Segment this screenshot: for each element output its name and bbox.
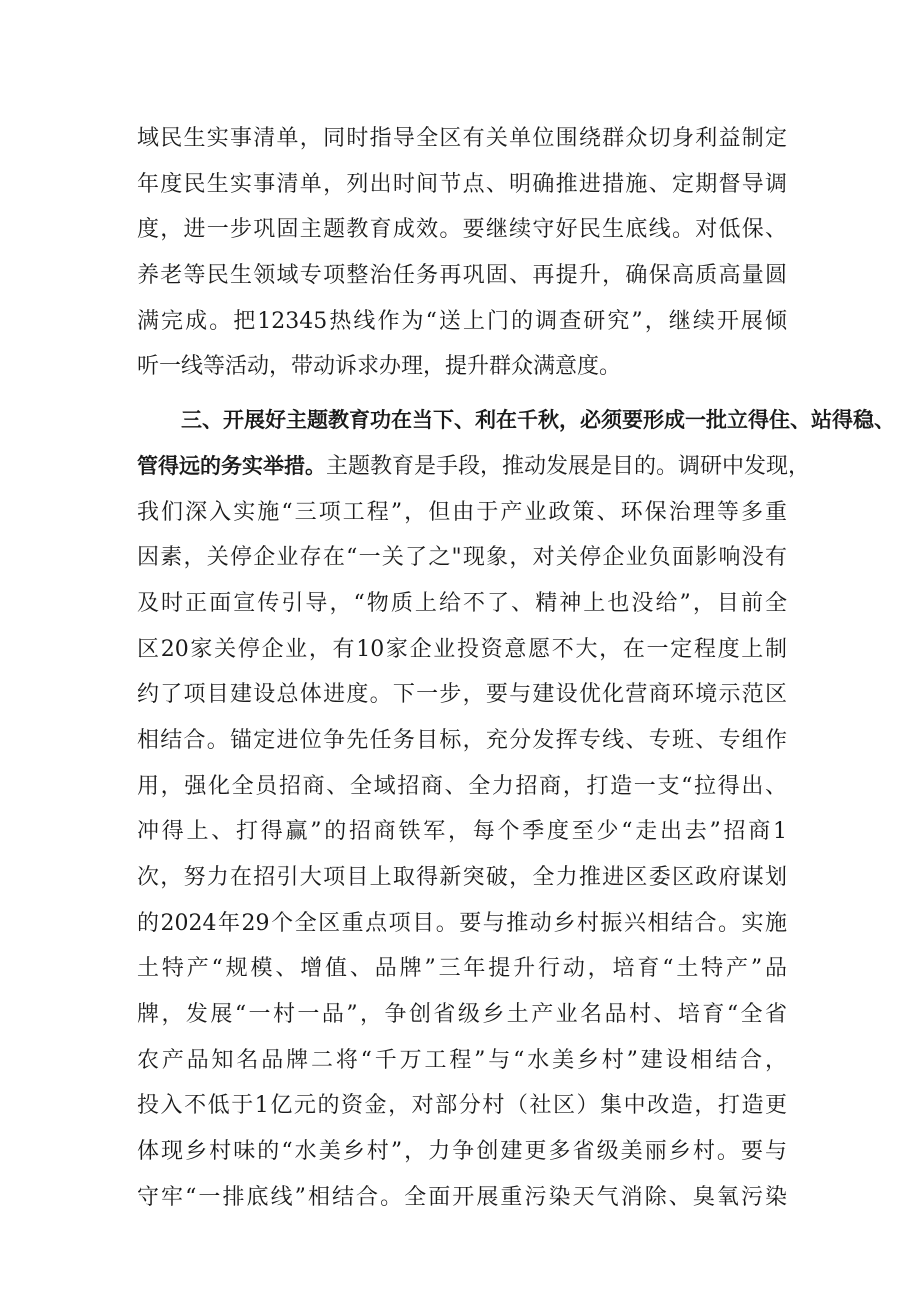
text-line: 因素，关停企业存在“一关了之"现象，对关停企业负面影响没有 [137, 545, 787, 571]
text-line: 年度民生实事清单，列出时间节点、明确推进措施、定期督导调 [137, 171, 787, 197]
text-line: 及时正面宣传引导，“物质上给不了、精神上也没给”，目前全 [137, 590, 787, 616]
text-line: 冲得上、打得赢”的招商铁军，每个季度至少“走出去”招商1 [137, 819, 787, 845]
text-line: 我们深入实施“三项工程”，但由于产业政策、环保治理等多重 [137, 499, 787, 525]
text-line: 听一线等活动，带动诉求办理，提升群众满意度。 [137, 354, 622, 380]
text-line: 体现乡村味的“水美乡村”，力争创建更多省级美丽乡村。要与 [137, 1139, 787, 1165]
text-line: 农产品知名品牌二将“千万工程”与“水美乡村”建设相结合， [137, 1047, 787, 1073]
text-line: 区20家关停企业，有10家企业投资意愿不大，在一定程度上制 [137, 636, 787, 662]
text-line: 域民生实事清单，同时指导全区有关单位围绕群众切身利益制定 [137, 126, 787, 151]
text-line: 度，进一步巩固主题教育成效。要继续守好民生底线。对低保、 [137, 217, 787, 243]
text-line: 牌，发展“一村一品”，争创省级乡土产业名品村、培育“全省 [137, 1002, 787, 1028]
text-line: 投入不低于1亿元的资金，对部分村（社区）集中改造，打造更 [137, 1093, 787, 1119]
text-line: 相结合。锚定进位争先任务目标，充分发挥专线、专班、专组作 [137, 727, 787, 753]
text-line: 土特产“规模、增值、品牌”三年提升行动，培育“土特产”品 [137, 956, 787, 982]
document-body [137, 116, 895, 1221]
text-line [137, 444, 811, 490]
text-line: 满完成。把12345热线作为“送上门的调查研究”，继续开展倾 [137, 308, 787, 334]
text-line: 的2024年29个全区重点项目。要与推动乡村振兴相结合。实施 [137, 910, 787, 936]
text-line: 用，强化全员招商、全域招商、全力招商，打造一支“拉得出、 [137, 773, 787, 799]
text-line: 守牢“一排底线”相结合。全面开展重污染天气消除、臭氧污染 [137, 1184, 787, 1210]
text-line: 次，努力在招引大项目上取得新突破，全力推进区委区政府谋划 [137, 865, 787, 890]
section-heading: 三、开展好主题教育功在当下、利在千秋，必须要形成一批立得住、站得稳、 [181, 408, 895, 433]
section-heading-continued: 管得远的务实举措。 [137, 453, 326, 478]
text-line: 约了项目建设总体进度。下一步，要与建设优化营商环境示范区 [137, 682, 787, 708]
text-span: 主题教育是手段，推动发展是目的。调研中发现， [326, 453, 811, 479]
text-line: 养老等民生领域专项整治任务再巩固、再提升，确保高质高量圆 [137, 263, 787, 289]
